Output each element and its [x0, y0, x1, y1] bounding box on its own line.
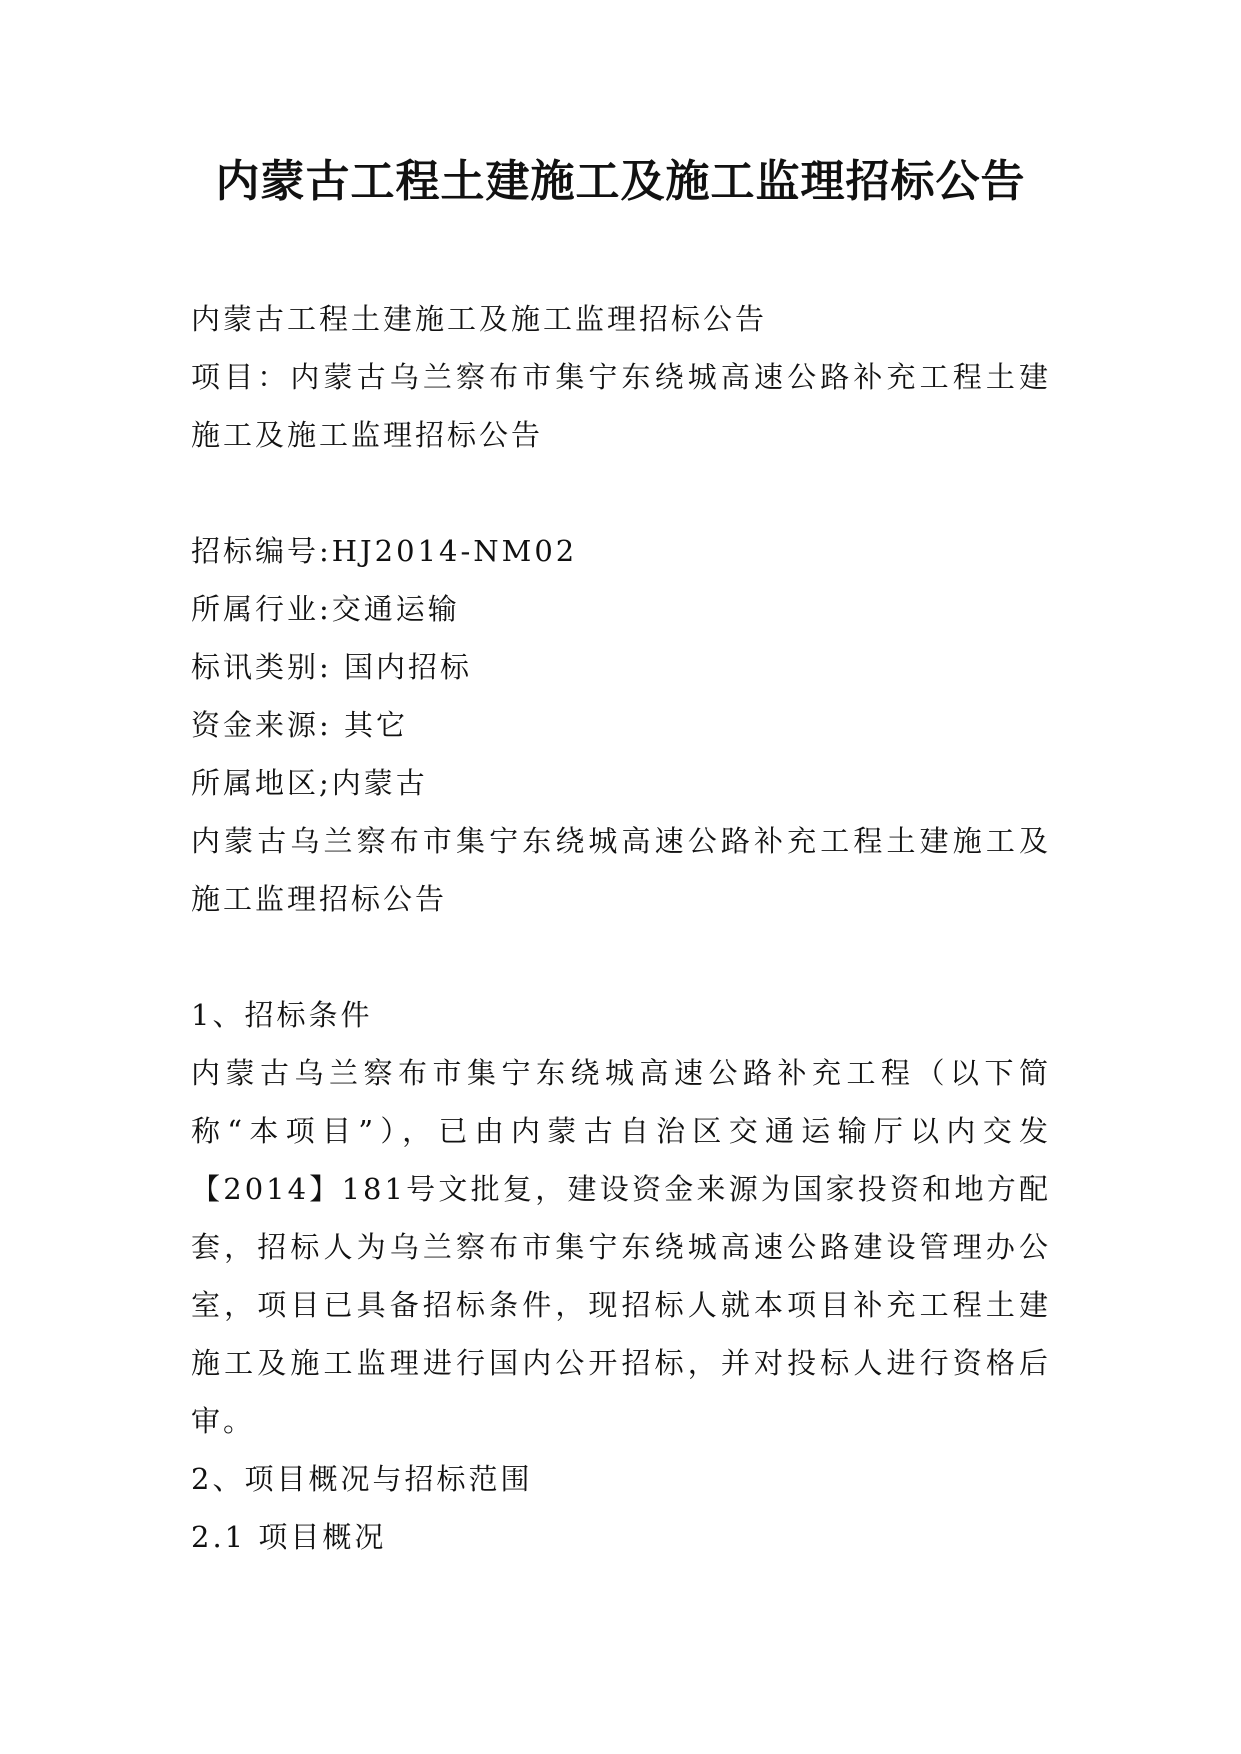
- announcement-heading: 内蒙古乌兰察布市集宁东绕城高速公路补充工程土建施工及施工监理招标公告: [191, 824, 1051, 916]
- industry: 所属行业:交通运输: [191, 592, 460, 626]
- subtitle: 内蒙古工程土建施工及施工监理招标公告: [191, 302, 768, 336]
- bid-number: 招标编号:HJ2014-NM02: [191, 534, 578, 568]
- project-line: 项目：内蒙古乌兰察布市集宁东绕城高速公路补充工程土建施工及施工监理招标公告: [191, 360, 1051, 452]
- spacer: [191, 464, 1051, 522]
- document-body: [191, 290, 1051, 1566]
- bid-type: 标讯类别: 国内招标: [191, 650, 472, 684]
- spacer: [191, 928, 1051, 986]
- funding-source: 资金来源: 其它: [191, 708, 408, 742]
- section-1-paragraph: 内蒙古乌兰察布市集宁东绕城高速公路补充工程（以下简称“本项目”），已由内蒙古自治区交通运输厅以内交发【2014】181号文批复，建设资金来源为国家投资和地方配套，招标人为乌兰察布市集宁东绕城高速公路建设管理办公室，项目已具备招标条件，现招标人就本项目补充工程土建施工及施工监理进行国内公开招标，并对投标人进行资格后审。: [191, 1056, 1051, 1438]
- region: 所属地区;内蒙古: [191, 766, 428, 800]
- section-1-heading: 1、招标条件: [191, 998, 373, 1032]
- section-2-1-heading: 2.1 项目概况: [191, 1520, 387, 1554]
- document-title: 内蒙古工程土建施工及施工监理招标公告: [215, 156, 1026, 207]
- section-2-heading: 2、项目概况与招标范围: [191, 1462, 533, 1496]
